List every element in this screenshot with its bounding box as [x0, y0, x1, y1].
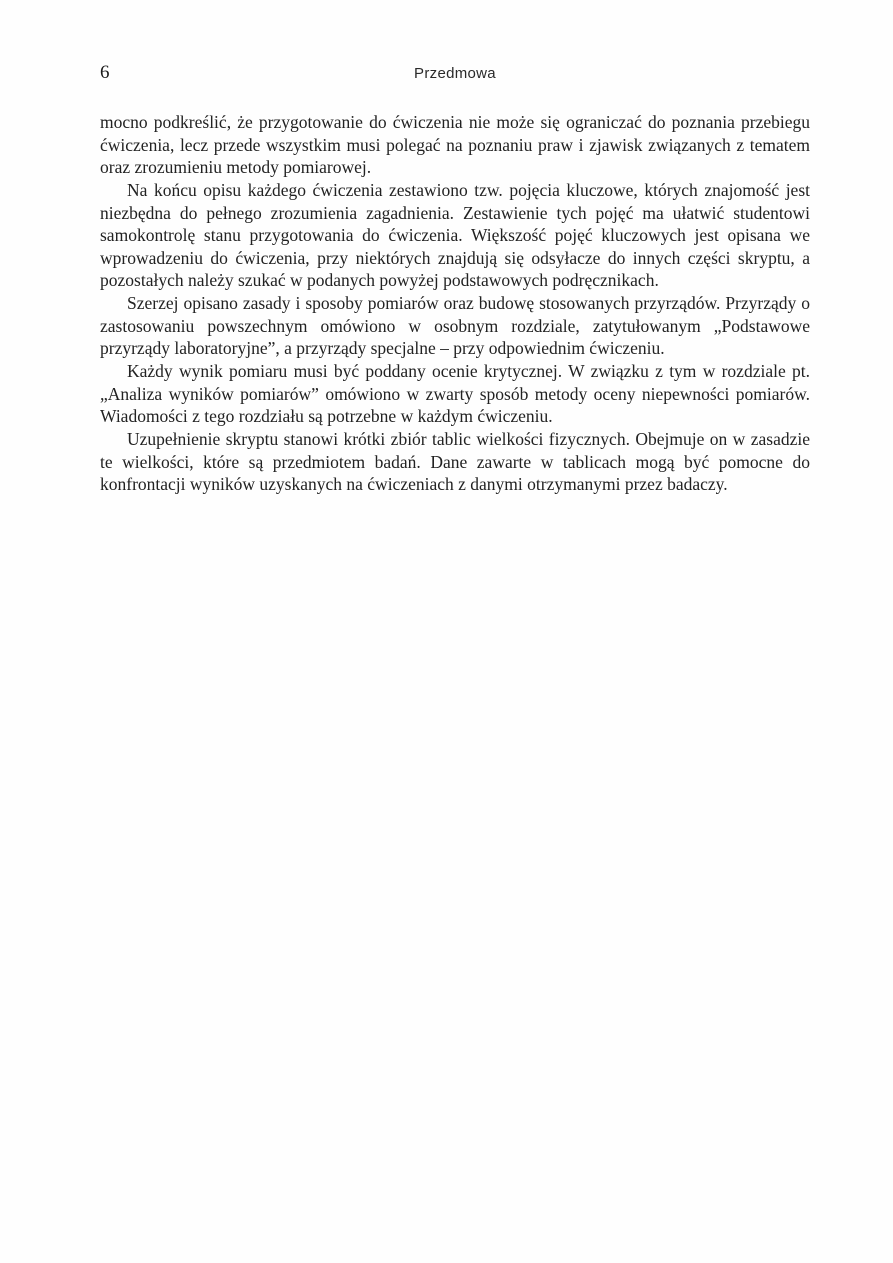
page-header — [100, 62, 810, 86]
page-number: 6 — [100, 62, 110, 83]
paragraph-tables: Uzupełnienie skryptu stanowi krótki zbiór tablic wielkości fizycznych. Obejmuje on w zasadzie te wielkości, które są przedmiotem badań. Dane zawarte w tablicach mogą być pomocne do konfrontacji wyników uzyskanych na ćwiczeniach z danymi otrzymanymi przez badaczy. — [100, 429, 810, 494]
paragraph-continuation: mocno podkreślić, że przygotowanie do ćwiczenia nie może się ograniczać do poznania przebiegu ćwiczenia, lecz przede wszystkim musi polegać na poznaniu praw i zjawisk związanych z tematem oraz zrozumieniu metody pomiarowej. — [100, 112, 810, 177]
running-title: Przedmowa — [414, 65, 496, 82]
paragraph-instruments: Szerzej opisano zasady i sposoby pomiarów oraz budowę stosowanych przyrządów. Przyrządy o zastosowaniu powszechnym omówiono w osobnym rozdziale, zatytułowanym „Podstawowe przyrządy laboratoryjne”, a przyrządy specjalne – przy odpowiednim ćwiczeniu. — [100, 293, 810, 358]
body-text — [100, 111, 810, 496]
paragraph-key-concepts: Na końcu opisu każdego ćwiczenia zestawiono tzw. pojęcia kluczowe, których znajomość jest niezbędna do pełnego zrozumienia zagadnienia. Zestawienie tych pojęć ma ułatwić studentowi samokontrolę stanu przygotowania do ćwiczenia. Większość pojęć kluczowych jest opisana we wprowadzeniu do ćwiczenia, przy niektórych znajdują się odsyłacze do innych części skryptu, a pozostałych należy szukać w podanych powyżej podstawowych podręcznikach. — [100, 180, 810, 290]
paragraph-measurement-analysis: Każdy wynik pomiaru musi być poddany ocenie krytycznej. W związku z tym w rozdziale pt. „Analiza wyników pomiarów” omówiono w zwarty sposób metody oceny niepewności pomiarów. Wiadomości z tego rozdziału są potrzebne w każdym ćwiczeniu. — [100, 361, 810, 426]
